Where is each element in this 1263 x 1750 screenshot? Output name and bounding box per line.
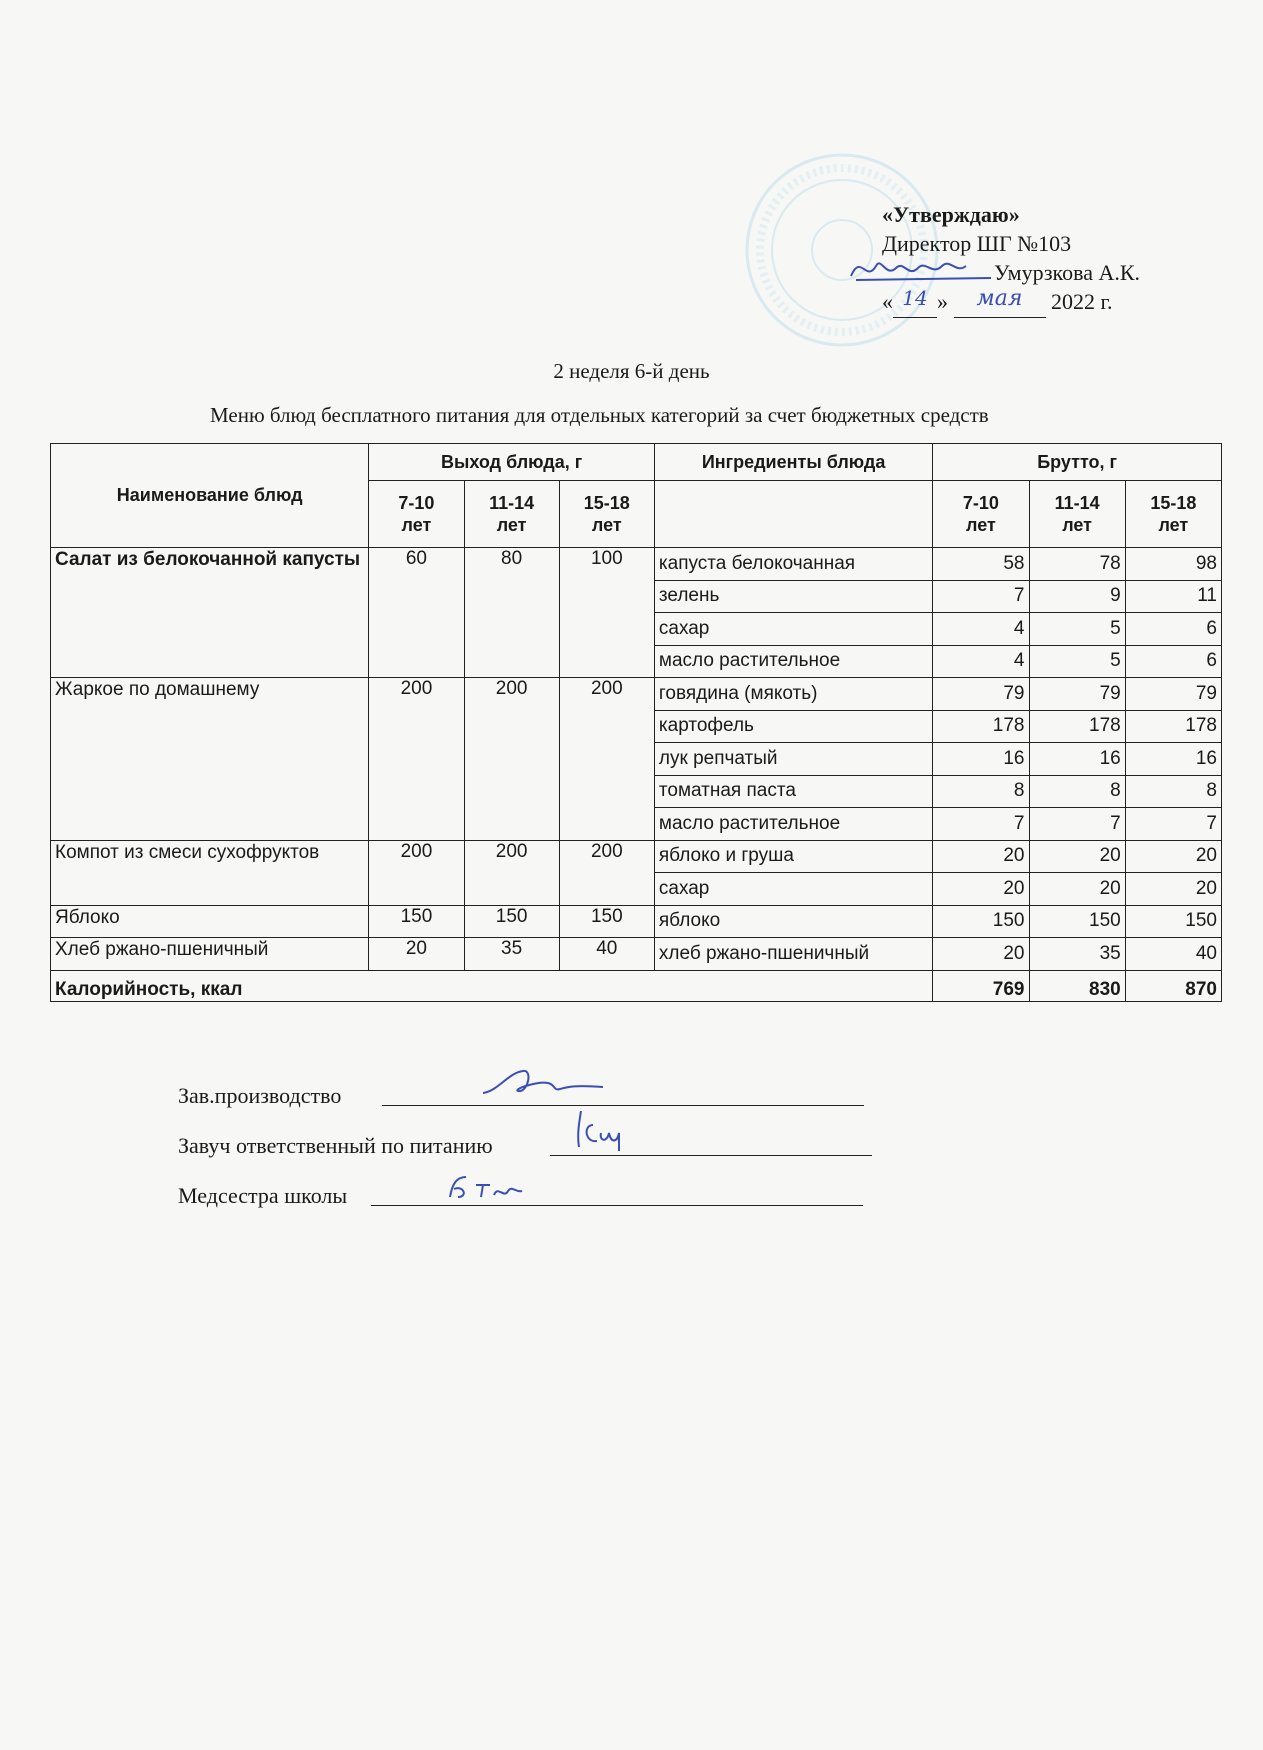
ingredient-brutto: 5	[1029, 613, 1125, 646]
dish-name: Яблоко	[51, 905, 369, 938]
header-brutto: Брутто, г	[933, 444, 1222, 481]
dish-output: 200	[559, 678, 654, 841]
ingredient-brutto: 20	[933, 873, 1029, 906]
ingredient-name: зелень	[654, 580, 932, 613]
ingredient-brutto: 98	[1125, 548, 1221, 581]
director-signature-line	[882, 258, 1140, 287]
ingredient-name: сахар	[654, 613, 932, 646]
ingredients-subheader	[654, 481, 932, 548]
dish-name: Компот из смеси сухофруктов	[51, 840, 369, 905]
dish-output: 200	[559, 840, 654, 905]
ingredient-brutto: 5	[1029, 645, 1125, 678]
ingredient-brutto: 7	[933, 580, 1029, 613]
menu-heading: Меню блюд бесплатного питания для отдельных категорий за счет бюджетных средств	[210, 403, 989, 427]
approval-position: Директор ШГ №103	[882, 231, 1072, 256]
signature-label: Завуч ответственный по питанию	[178, 1133, 493, 1158]
dish-output: 200	[464, 678, 559, 841]
dish-output: 100	[559, 548, 654, 678]
ingredient-brutto: 20	[1029, 873, 1125, 906]
age-group-header: 11-14 лет	[1029, 481, 1125, 548]
approval-year: 2022 г.	[1051, 289, 1113, 314]
menu-table	[50, 443, 1222, 1002]
table-row	[51, 548, 1222, 581]
calories-label: Калорийность, ккал	[51, 970, 933, 1001]
ingredient-brutto: 7	[1125, 808, 1221, 841]
header-output: Выход блюда, г	[369, 444, 655, 481]
ingredient-brutto: 178	[933, 710, 1029, 743]
ingredient-brutto: 40	[1125, 938, 1221, 971]
dish-output: 40	[559, 938, 654, 971]
ingredient-name: яблоко	[654, 905, 932, 938]
age-group-header: 7-10 лет	[933, 481, 1029, 548]
ingredient-brutto: 11	[1125, 580, 1221, 613]
dish-output: 200	[464, 840, 559, 905]
ingredient-brutto: 150	[933, 905, 1029, 938]
header-ingredients: Ингредиенты блюда	[654, 444, 932, 481]
ingredient-brutto: 16	[1029, 743, 1125, 776]
ingredient-brutto: 6	[1125, 645, 1221, 678]
ingredient-brutto: 20	[933, 840, 1029, 873]
ingredient-brutto: 79	[933, 678, 1029, 711]
signature-label: Медсестра школы	[178, 1183, 348, 1208]
ingredient-brutto: 16	[1125, 743, 1221, 776]
ingredient-name: капуста белокочанная	[654, 548, 932, 581]
ingredient-name: хлеб ржано-пшеничный	[654, 938, 932, 971]
ingredient-brutto: 79	[1125, 678, 1221, 711]
approval-month: мая	[976, 286, 1023, 311]
ingredient-brutto: 20	[1125, 840, 1221, 873]
ingredient-brutto: 35	[1029, 938, 1125, 971]
ingredient-brutto: 20	[1125, 873, 1221, 906]
age-group-header: 15-18 лет	[559, 481, 654, 548]
ingredient-brutto: 8	[933, 775, 1029, 808]
ingredient-brutto: 178	[1125, 710, 1221, 743]
dish-output: 20	[369, 938, 464, 971]
dish-output: 60	[369, 548, 464, 678]
week-day-label: 2 неделя 6-й день	[553, 359, 710, 383]
approval-date: « 14 » мая 2022 г.	[882, 287, 1140, 318]
age-group-header: 15-18 лет	[1125, 481, 1221, 548]
ingredient-brutto: 150	[1125, 905, 1221, 938]
ingredient-brutto: 20	[1029, 840, 1125, 873]
ingredient-name: масло растительное	[654, 645, 932, 678]
dish-output: 150	[369, 905, 464, 938]
approval-block	[882, 200, 1140, 318]
signature-head-teacher	[178, 1133, 493, 1159]
ingredient-brutto: 20	[933, 938, 1029, 971]
calories-value: 769	[933, 970, 1029, 1001]
table-row	[51, 905, 1222, 938]
ingredient-brutto: 8	[1029, 775, 1125, 808]
dish-name: Жаркое по домашнему	[51, 678, 369, 841]
table-row	[51, 678, 1222, 711]
nurse-signature	[446, 1171, 526, 1203]
signature-nurse	[178, 1183, 347, 1209]
ingredient-name: говядина (мякоть)	[654, 678, 932, 711]
ingredient-name: томатная паста	[654, 775, 932, 808]
ingredient-brutto: 78	[1029, 548, 1125, 581]
age-group-header: 7-10 лет	[369, 481, 464, 548]
approval-title: «Утверждаю»	[882, 202, 1020, 227]
ingredient-brutto: 7	[933, 808, 1029, 841]
ingredient-brutto: 178	[1029, 710, 1125, 743]
ingredient-brutto: 79	[1029, 678, 1125, 711]
production-chief-signature	[478, 1063, 608, 1103]
dish-output: 200	[369, 678, 464, 841]
header-dish-name: Наименование блюд	[51, 444, 369, 548]
ingredient-name: картофель	[654, 710, 932, 743]
dish-output: 35	[464, 938, 559, 971]
ingredient-name: яблоко и груша	[654, 840, 932, 873]
ingredient-name: масло растительное	[654, 808, 932, 841]
ingredient-brutto: 4	[933, 645, 1029, 678]
ingredient-brutto: 58	[933, 548, 1029, 581]
calories-row	[51, 970, 1222, 1001]
dish-output: 150	[559, 905, 654, 938]
ingredient-brutto: 4	[933, 613, 1029, 646]
approval-day: 14	[902, 286, 928, 310]
ingredient-brutto: 9	[1029, 580, 1125, 613]
dish-name: Хлеб ржано-пшеничный	[51, 938, 369, 971]
ingredient-brutto: 6	[1125, 613, 1221, 646]
dish-output: 150	[464, 905, 559, 938]
director-signature	[846, 248, 996, 288]
ingredient-brutto: 7	[1029, 808, 1125, 841]
dish-output: 200	[369, 840, 464, 905]
signature-production-chief	[178, 1083, 341, 1109]
table-row	[51, 840, 1222, 873]
table-row	[51, 938, 1222, 971]
ingredient-brutto: 150	[1029, 905, 1125, 938]
ingredient-name: сахар	[654, 873, 932, 906]
ingredient-brutto: 16	[933, 743, 1029, 776]
ingredient-name: лук репчатый	[654, 743, 932, 776]
calories-value: 870	[1125, 970, 1221, 1001]
calories-value: 830	[1029, 970, 1125, 1001]
dish-name: Салат из белокочанной капусты	[51, 548, 369, 678]
ingredient-brutto: 8	[1125, 775, 1221, 808]
head-teacher-signature	[573, 1103, 643, 1153]
dish-output: 80	[464, 548, 559, 678]
age-group-header: 11-14 лет	[464, 481, 559, 548]
signature-label: Зав.производство	[178, 1083, 342, 1108]
director-name: Умурзкова А.К.	[994, 260, 1141, 285]
